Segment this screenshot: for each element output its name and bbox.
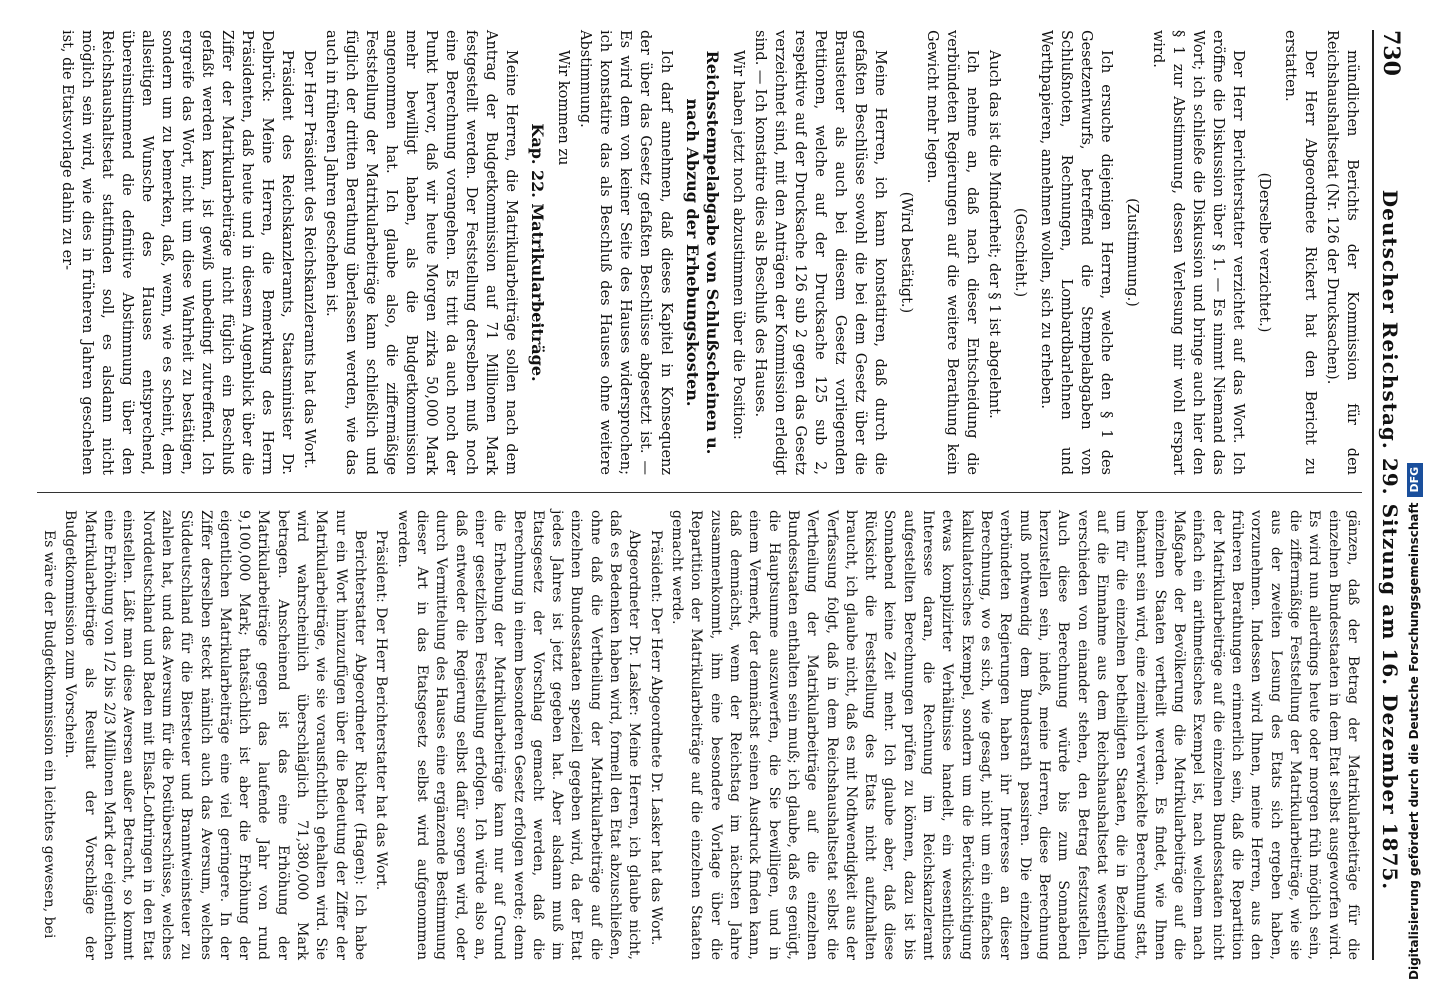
digitization-footer: [1402, 20, 1426, 980]
text-paragraph: Präsident: Der Herr Berichterstatter hat das Wort.: [373, 530, 390, 891]
dfg-credit-text: Digitalisierung gefördert durch die Deutsche Forschungsgemeinschaft: [1407, 502, 1421, 980]
section-heading: Kap. 22. Matrikularbeiträge.: [528, 123, 548, 382]
text-paragraph: Meine Herren, die Matrikularbeiträge sollen nach dem Antrag der Budgetkommission auf 71 Millionen Mark festgestellt werden. Der Feststellung derselben muß noch eine Berechnung vorangehen. Es tritt da auch noch der Punkt hervor, daß wir heute Morgen zirka 50,000 Mark mehr bewilligt haben, als die Budgetkommission angenommen hat. Ich glaube also, die ziffermäßige Feststellung der Matrikularbeiträge kann schließlich und füglich der dritten Berathung überlassen werden, wie das auch in früheren Jahren geschehen ist.: [323, 30, 520, 475]
page-title: Deutscher Reichstag. 29. Sitzung am 16. Dezember 1875.: [1378, 189, 1402, 891]
text-paragraph: Ich ersuche diejenigen Herren, welche den § 1 des Gesetzentwurfs, betreffend die Stempelabgaben von Schlußnoten, Rechnungen, Lombardbarlehnen und Werthpapieren, annehmen wollen, sich zu erheben.: [1037, 30, 1114, 475]
section-heading: Reichsstempelabgabe von Schlußscheinen u. nach Abzug der Erhebungskosten.: [682, 50, 722, 455]
dfg-logo: DFG: [1407, 463, 1423, 497]
text-paragraph: Wir kommen zu: [555, 50, 572, 166]
text-paragraph: mündlichen Berichts der Kommission für den Reichshaushaltsetat (Nr. 126 der Drucksachen).: [1323, 30, 1360, 475]
text-paragraph: Meine Herren, ich kann konstatiren, daß durch die gefaßten Beschlüsse sowohl die bei dem Gesetz über die Brausteuer als auch bei diesem Gesetz vorliegenden Petitionen, welche auf der Drucksache 125 sub 2, respektive auf der Drucksache 126 sub 2 gegen das Gesetz verzeichnet sind, mit den Anträgen der Kommission erledigt sind. — Ich konstatire dies als Beschluß des Hauses.: [751, 30, 888, 475]
text-paragraph: Präsident des Reichskanzleramts, Staatsminister Dr. Delbrück: Meine Herren, die Bemerkung des Herrn Präsidenten, daß heute und in diesem Augenblick über die Ziffer der Matrikularbeiträge nicht füglich ein Beschluß gefaßt werden kann, ist gewiß unbedingt zutreffend. Ich ergreife das Wort, nicht um diese Wahrheit zu bestätigen, sondern um zu bemerken, daß, wenn, wie es scheint, dem allseitigen Wunsche des Hauses entsprechend, übereinstimmend die definitive Abstimmung über den Reichshaushaltsetat stattfinden soll, es alsdann nicht möglich sein wird, wie dies in früheren Jahren geschehen ist, die Etatsvorlage dahin zu er-: [59, 30, 296, 475]
text-paragraph: Ich darf annehmen, daß dieses Kapitel in Konsequenz der über das Gesetz gefaßten Beschlüsse abgesetzt ist. — Es wird dem von keiner Seite des Hauses widersprochen; ich konstatire das als Beschluß des Hauses ohne weitere Abstimmung.: [577, 30, 674, 475]
text-paragraph: Präsident: Der Herr Abgeordnete Dr. Lasker hat das Wort.: [647, 530, 664, 946]
text-column-right: [37, 510, 1362, 960]
text-paragraph: Der Herr Abgeordnete Rickert hat den Bericht zu erstatten.: [1281, 30, 1318, 475]
stage-direction: (Wird bestätigt.): [897, 191, 914, 314]
stage-direction: (Zustimmung.): [1123, 198, 1140, 307]
text-paragraph: gänzen, daß der Betrag der Matrikularbeiträge für die einzelnen Bundesstaaten in dem Etat selbst ausgeworfen wird. Es wird nun allerdings heute oder morgen früh möglich sein, die ziffermäßige Feststellung der Matrikularbeiträge, wie sie aus der zweiten Lesung des Etats sich ergeben haben, vorzunehmen. Indessen wird Ihnen, meine Herren, aus den früheren Berathungen erinnerlich sein, daß die Repartition der Matrikularbeiträge auf die einzelnen Bundesstaaten nicht einfach ein arithmetisches Exempel ist, nach welchem nach Maßgabe der Bevölkerung die Matrikularbeiträge auf die einzelnen Staaten vertheilt werden. Es findet, wie Ihnen bekannt sein wird, eine ziemlich verwickelte Berechnung statt, um für die einzelnen betheiligten Staaten, die in Beziehung auf die Einnahme aus dem Reichshaushaltsetat wesentlich verschieden von einander stehen, den Betrag festzustellen. Auch diese Berechnung würde bis zum Sonnabend herzustellen sein, indeß, meine Herren, diese Berechnung muß nothwendig dem Bundesrath passiren. Die einzelnen verbündeten Regierungen haben ihr Interesse an dieser Berechnung, wo es sich, wie gesagt, nicht um ein einfaches kalkulatorisches Exempel, sondern um die Berücksichtigung etwas komplizirter Verhältnisse handelt, ein wesentliches Interesse daran, die Rechnung im Reichskanzleramt aufgestellten Berechnungen prüfen zu können, dazu ist bis Sonnabend keine Zeit mehr. Ich glaube aber, daß diese Rücksicht die Feststellung des Etats nicht aufzuhalten braucht, ich glaube nicht, daß es mit Nothwendigkeit aus der Verfassung folgt, daß in dem Reichshaushaltsetat selbst die Vertheilung der Matrikularbeiträge auf die einzelnen Bundesstaaten enthalten sein muß; ich glaube, daß es genügt, die Hauptsumme auszuwerfen, die Sie bewilligen, und in einem Vermerk, der demnächst seinen Ausdruck finden kann, daß demnächst, wenn der Reichstag im nächsten Jahre zusammenkommt, ihm eine besondere Vorlage über die Repartition der Matrikularbeiträge auf die einzelnen Staaten gemacht werde.: [669, 510, 1361, 960]
text-paragraph: Ich nehme an, daß nach dieser Entscheidung die verbündeten Regierungen auf die weitere Berathung kein Gewicht mehr legen.: [923, 30, 980, 475]
text-paragraph: Berichterstatter Abgeordneter Richter (Hagen): Ich habe nur ein Wort hinzuzufügen über die Bedeutung der Ziffer der Matrikularbeiträge, wie sie vorausfichtlich gehalten wird. Sie wird wahrscheinlich überschläglich 71,380,000 Mark betragen. Anscheinend ist das eine Erhöhung der Matrikularbeiträge gegen das laufende Jahr von rund 9,100,000 Mark; thatsächlich ist aber die Erhöhung der eigentlichen Matrikularbeiträge eine viel geringere. In der Ziffer derselben steckt nämlich auch das Aversum, welches Süddeutschland für die Biersteuer und Branntweinsteuer zu zahlen hat, und das Aversum für die Postüberschüsse, welches Norddeutschland und Baden mit Elsaß-Lothringen in den Etat einstellen. Läßt man diese Aversen außer Betracht, so kommt eine Erhöhung von 1/2 bis 2/3 Millionen Mark der eigentlichen Matrikularbeiträge als Resultat der Vorschläge der Budgetkommission zum Vorschein.: [62, 510, 369, 960]
page-number: 730: [1378, 30, 1404, 76]
text-paragraph: Es wäre der Budgetkommission ein leichtes gewesen, bei: [41, 530, 58, 939]
column-divider: [37, 492, 1362, 493]
text-paragraph: Der Herr Präsident des Reichskanzleramts hat das Wort.: [301, 50, 318, 469]
text-column-left: [55, 30, 1362, 475]
stage-direction: (Geschieht.): [1011, 207, 1028, 298]
text-paragraph: Der Herr Berichterstatter verzichtet auf das Wort. Ich eröffne die Diskussion über § 1. — Es nimmt Niemand das Wort; ich schließe die Diskussion und bringe auch hier den § 1 zur Abstimmung, dessen Verlesung mir wohl erspart wird.: [1149, 30, 1246, 475]
text-paragraph: Auch das ist die Minderheit; der § 1 ist abgelehnt.: [985, 50, 1002, 419]
text-paragraph: Abgeordneter Dr. Lasker: Meine Herren, ich glaube nicht, daß es Bedenken haben wird, formell den Etat abzuschließen, ohne daß die Vertheilung der Matrikularbeiträge auf die einzelnen Bundesstaaten speziell gegeben wird, da der Etat jedes Jahres ist jetzt gegeben hat. Aber alsdann muß im Etatsgesetz der Vorschlag gemacht werden, daß die Berechnung in einem besonderen Gesetz erfolgen werde; denn die Erhebung der Matrikularbeiträge kann nur auf Grund einer gesetzlichen Feststellung erfolgen. Ich würde also an, daß entweder die Regierung selbst dafür sorgen wird, oder durch Vermittelung des Hauses eine ergänzende Bestimmung dieser Art in das Etatsgesetz selbst wird aufgenommen werden.: [394, 510, 643, 960]
page-header: [1372, 30, 1404, 960]
stage-direction: (Derselbe verzichtet.): [1255, 172, 1272, 333]
text-paragraph: Wir haben jetzt noch abzustimmen über die Position:: [729, 50, 746, 440]
